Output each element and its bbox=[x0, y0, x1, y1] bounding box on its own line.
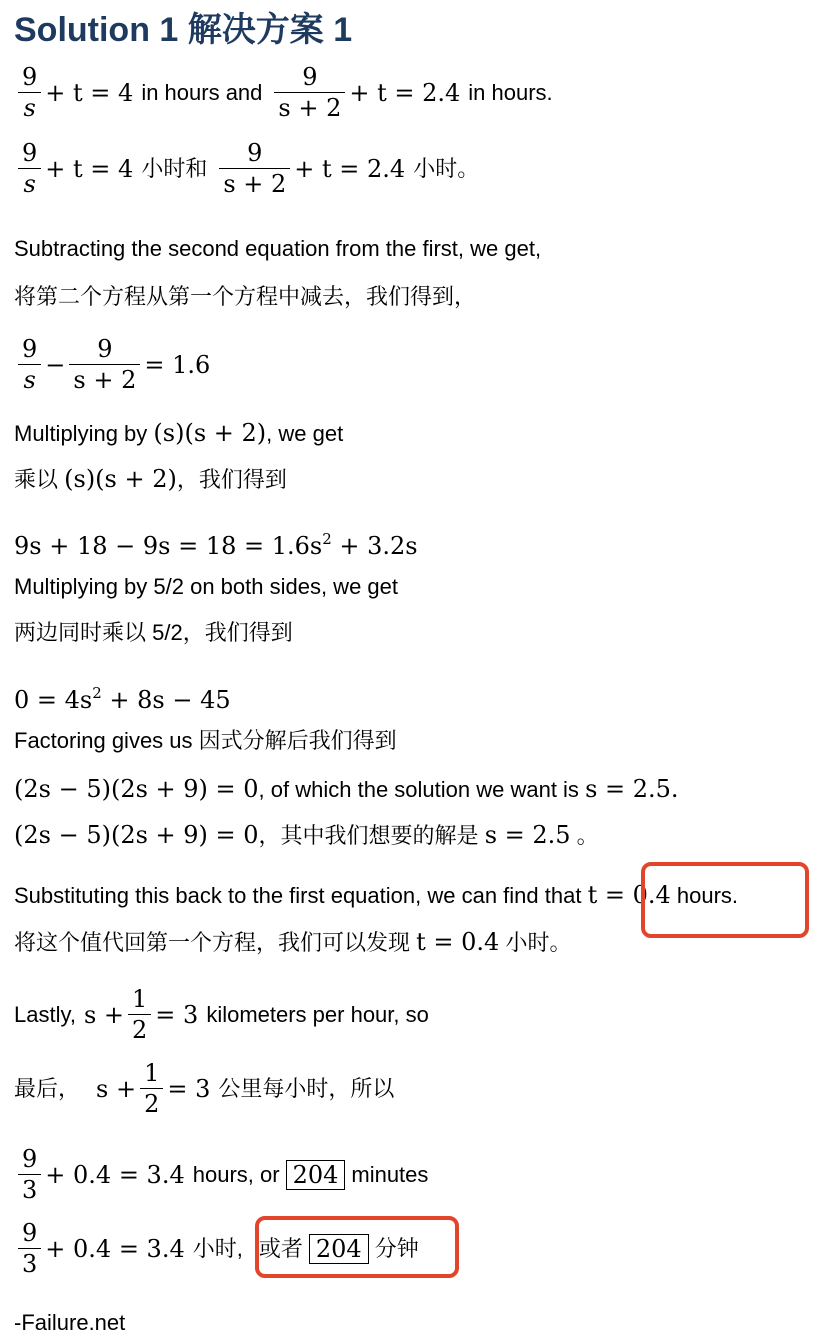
fraction-9-over-s-plus-2: $\frac{9}{s + 2}$ bbox=[69, 334, 140, 395]
fraction-1-over-2: $\frac{1}{2}$ bbox=[140, 1058, 163, 1119]
boxed-answer: 204 bbox=[286, 1160, 346, 1190]
factored-equation-cn: (2s − 5)(2s + 9) = 0，其中我们想要的解是 s = 2.5 。 bbox=[14, 821, 599, 849]
math-expr: + t = 2.4 bbox=[294, 154, 406, 183]
fraction-9-over-s: $\frac{9}{s}$ bbox=[18, 334, 41, 395]
subtract-text-cn: 将第二个方程从第一个方程中减去，我们得到， bbox=[14, 284, 477, 309]
multiply-text-en: Multiplying by (s)(s + 2), we get bbox=[14, 419, 344, 447]
fraction-9-over-3: $\frac{9}{3}$ bbox=[18, 1218, 41, 1279]
text: 小时。 bbox=[413, 155, 480, 181]
difference-equation bbox=[14, 334, 210, 395]
fraction-9-over-s: $\frac{9}{s}$ bbox=[18, 138, 41, 199]
math-expr: + t = 4 bbox=[45, 154, 134, 183]
fraction-9-over-s: $\frac{9}{s}$ bbox=[18, 62, 41, 123]
fraction-9-over-s-plus-2: $\frac{9}{s + 2}$ bbox=[219, 138, 290, 199]
substitute-text-en: Substituting this back to the first equation, we can find that t = 0.4 hours. bbox=[14, 881, 739, 909]
highlight-box-t-value bbox=[641, 862, 809, 938]
highlight-box-answer bbox=[255, 1216, 459, 1278]
mult52-text-cn: 两边同时乘以 5/2，我们得到 bbox=[14, 620, 293, 645]
text: in hours. bbox=[468, 79, 553, 105]
multiply-text-cn: 乘以 (s)(s + 2)，我们得到 bbox=[14, 465, 287, 493]
fraction-1-over-2: $\frac{1}{2}$ bbox=[128, 984, 151, 1045]
page-title: Solution 1 解决方案 1 bbox=[14, 11, 353, 49]
lastly-text-cn: 最后， s + $\frac{1}{2}$ = 3 公里每小时，所以 bbox=[14, 1059, 395, 1118]
text: 小时和 bbox=[141, 155, 208, 181]
equation-system-en bbox=[14, 62, 553, 123]
lastly-text-en: Lastly, s + $\frac{1}{2}$ = 3 kilometers per hour, so bbox=[14, 985, 429, 1044]
final-answer-cn: $\frac{9}{3}$ + 0.4 = 3.4 小时, 或者 204 分钟 bbox=[14, 1218, 419, 1279]
quadratic-equation-2: $0 = 4s^2 + 8s - 45$ bbox=[14, 684, 231, 714]
math-expr: + t = 2.4 bbox=[349, 78, 461, 107]
text: in hours and bbox=[141, 79, 263, 105]
boxed-answer: 204 bbox=[309, 1234, 369, 1264]
substitute-text-cn: 将这个值代回第一个方程，我们可以发现 t = 0.4 小时。 bbox=[14, 928, 572, 956]
subtract-text-en: Subtracting the second equation from the first, we get, bbox=[14, 236, 542, 261]
mult52-text-en: Multiplying by 5/2 on both sides, we get bbox=[14, 574, 399, 599]
credit-text: -Failure.net bbox=[14, 1310, 126, 1335]
fraction-9-over-s-plus-2: $\frac{9}{s + 2}$ bbox=[274, 62, 345, 123]
math-expr: = 1.6 bbox=[144, 350, 211, 379]
fraction-9-over-3: $\frac{9}{3}$ bbox=[18, 1144, 41, 1205]
final-answer-en: $\frac{9}{3}$ + 0.4 = 3.4 hours, or 204 minutes bbox=[14, 1144, 428, 1205]
factored-equation-en: (2s − 5)(2s + 9) = 0, of which the solution we want is s = 2.5. bbox=[14, 775, 679, 803]
factor-text: Factoring gives us 因式分解后我们得到 bbox=[14, 728, 397, 753]
minus-sign: − bbox=[45, 350, 66, 379]
quadratic-equation-1: $9s + 18 - 9s = 18 = 1.6s^2 + 3.2s$ bbox=[14, 530, 418, 560]
equation-system-cn bbox=[14, 138, 479, 199]
math-expr: + t = 4 bbox=[45, 78, 134, 107]
